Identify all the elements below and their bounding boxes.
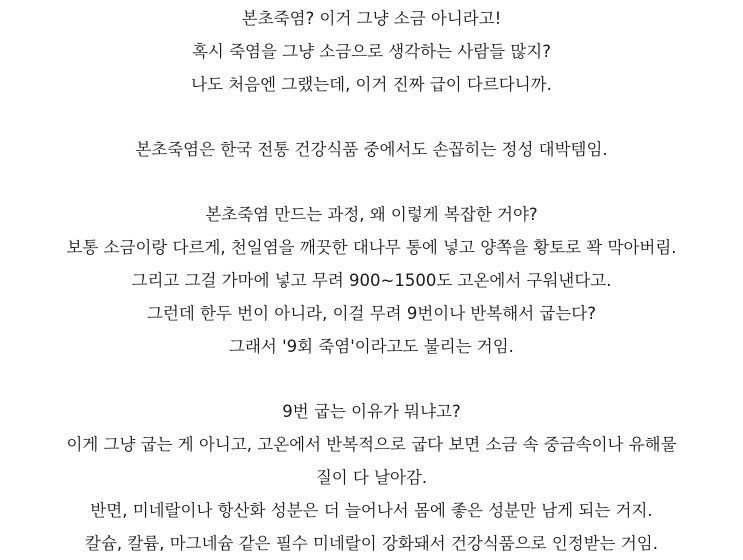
text-line: 그리고 그걸 가마에 넣고 무려 900~1500도 고온에서 구워낸다고. — [131, 271, 612, 290]
paragraph-gap — [0, 101, 743, 133]
text-line: 질이 다 날아감. — [315, 468, 428, 487]
paragraph-gap — [0, 166, 743, 198]
text-line: 혹시 죽염을 그냥 소금으로 생각하는 사람들 많지? — [191, 42, 551, 61]
text-line: 보통 소금이랑 다르게, 천일염을 깨끗한 대나무 통에 넣고 양쪽을 황토로 꽉 막아버림. — [66, 238, 677, 257]
paragraph-reason — [0, 395, 743, 560]
text-line: 칼슘, 칼륨, 마그네슘 같은 필수 미네랄이 강화돼서 건강식품으로 인정받는 거임. — [85, 534, 658, 553]
text-line: 9번 굽는 이유가 뭐냐고? — [282, 402, 461, 421]
text-line: 나도 처음엔 그랬는데, 이거 진짜 급이 다르다니까. — [191, 75, 552, 94]
paragraph-gap — [0, 363, 743, 395]
text-line: 본초죽염? 이거 그냥 소금 아니라고! — [241, 9, 502, 28]
text-line: 이게 그냥 굽는 게 아니고, 고온에서 반복적으로 굽다 보면 소금 속 중금속이나 유해물 — [66, 435, 677, 454]
paragraph-intro — [0, 2, 743, 101]
paragraph-summary — [0, 133, 743, 166]
text-line: 본초죽염은 한국 전통 건강식품 중에서도 손꼽히는 정성 대박템임. — [135, 140, 608, 159]
text-line: 반면, 미네랄이나 항산화 성분은 더 늘어나서 몸에 좋은 성분만 남게 되는 거지. — [90, 501, 653, 520]
paragraph-process — [0, 198, 743, 363]
text-line: 그런데 한두 번이 아니라, 이걸 무려 9번이나 반복해서 굽는다? — [147, 304, 596, 323]
text-line: 본초죽염 만드는 과정, 왜 이렇게 복잡한 거야? — [205, 205, 538, 224]
text-line: 그래서 '9회 죽염'이라고도 불리는 거임. — [229, 337, 514, 356]
